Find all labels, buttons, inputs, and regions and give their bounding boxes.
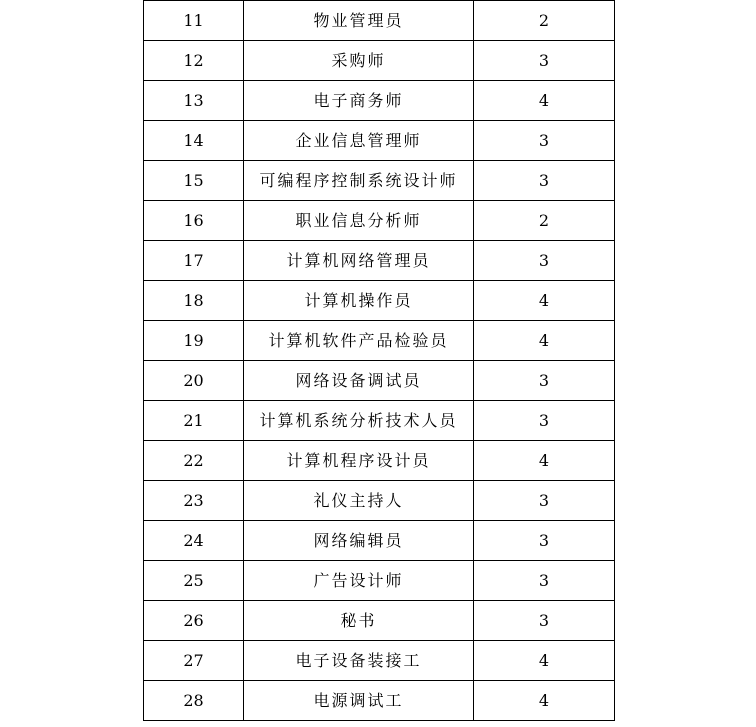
occupation-name-cell: 秘书 — [244, 601, 474, 641]
occupation-name-cell: 礼仪主持人 — [244, 481, 474, 521]
occupation-name-cell: 可编程序控制系统设计师 — [244, 161, 474, 201]
occupation-table — [143, 0, 615, 721]
table-row — [144, 161, 615, 201]
occupation-name-cell: 计算机操作员 — [244, 281, 474, 321]
table-row — [144, 121, 615, 161]
level-cell: 3 — [474, 481, 615, 521]
table-row — [144, 521, 615, 561]
occupation-name-cell: 电子商务师 — [244, 81, 474, 121]
table-row — [144, 481, 615, 521]
table-row — [144, 601, 615, 641]
table-body — [144, 1, 615, 721]
level-cell: 4 — [474, 641, 615, 681]
occupation-name-cell: 网络编辑员 — [244, 521, 474, 561]
table-row — [144, 401, 615, 441]
occupation-name-cell: 计算机软件产品检验员 — [244, 321, 474, 361]
occupation-name-cell: 网络设备调试员 — [244, 361, 474, 401]
row-number-cell: 16 — [144, 201, 244, 241]
row-number-cell: 17 — [144, 241, 244, 281]
occupation-name-cell: 广告设计师 — [244, 561, 474, 601]
level-cell: 4 — [474, 681, 615, 721]
table-row — [144, 81, 615, 121]
row-number-cell: 27 — [144, 641, 244, 681]
level-cell: 3 — [474, 561, 615, 601]
occupation-name-cell: 计算机网络管理员 — [244, 241, 474, 281]
level-cell: 4 — [474, 281, 615, 321]
row-number-cell: 15 — [144, 161, 244, 201]
table-row — [144, 361, 615, 401]
level-cell: 3 — [474, 521, 615, 561]
row-number-cell: 21 — [144, 401, 244, 441]
row-number-cell: 18 — [144, 281, 244, 321]
level-cell: 3 — [474, 241, 615, 281]
level-cell: 2 — [474, 201, 615, 241]
table-row — [144, 1, 615, 41]
row-number-cell: 22 — [144, 441, 244, 481]
level-cell: 4 — [474, 441, 615, 481]
table-row — [144, 681, 615, 721]
table-row — [144, 241, 615, 281]
row-number-cell: 13 — [144, 81, 244, 121]
row-number-cell: 24 — [144, 521, 244, 561]
table-row — [144, 641, 615, 681]
row-number-cell: 23 — [144, 481, 244, 521]
occupation-name-cell: 计算机系统分析技术人员 — [244, 401, 474, 441]
level-cell: 3 — [474, 41, 615, 81]
row-number-cell: 14 — [144, 121, 244, 161]
occupation-name-cell: 企业信息管理师 — [244, 121, 474, 161]
row-number-cell: 20 — [144, 361, 244, 401]
level-cell: 3 — [474, 361, 615, 401]
occupation-table-container — [143, 0, 615, 721]
table-row — [144, 321, 615, 361]
table-row — [144, 201, 615, 241]
occupation-name-cell: 电子设备装接工 — [244, 641, 474, 681]
level-cell: 2 — [474, 1, 615, 41]
table-row — [144, 441, 615, 481]
level-cell: 3 — [474, 161, 615, 201]
row-number-cell: 19 — [144, 321, 244, 361]
row-number-cell: 28 — [144, 681, 244, 721]
table-row — [144, 41, 615, 81]
occupation-name-cell: 采购师 — [244, 41, 474, 81]
level-cell: 3 — [474, 121, 615, 161]
row-number-cell: 26 — [144, 601, 244, 641]
level-cell: 4 — [474, 81, 615, 121]
level-cell: 3 — [474, 601, 615, 641]
row-number-cell: 25 — [144, 561, 244, 601]
row-number-cell: 12 — [144, 41, 244, 81]
table-row — [144, 561, 615, 601]
occupation-name-cell: 职业信息分析师 — [244, 201, 474, 241]
row-number-cell: 11 — [144, 1, 244, 41]
occupation-name-cell: 计算机程序设计员 — [244, 441, 474, 481]
occupation-name-cell: 物业管理员 — [244, 1, 474, 41]
occupation-name-cell: 电源调试工 — [244, 681, 474, 721]
table-row — [144, 281, 615, 321]
level-cell: 3 — [474, 401, 615, 441]
level-cell: 4 — [474, 321, 615, 361]
